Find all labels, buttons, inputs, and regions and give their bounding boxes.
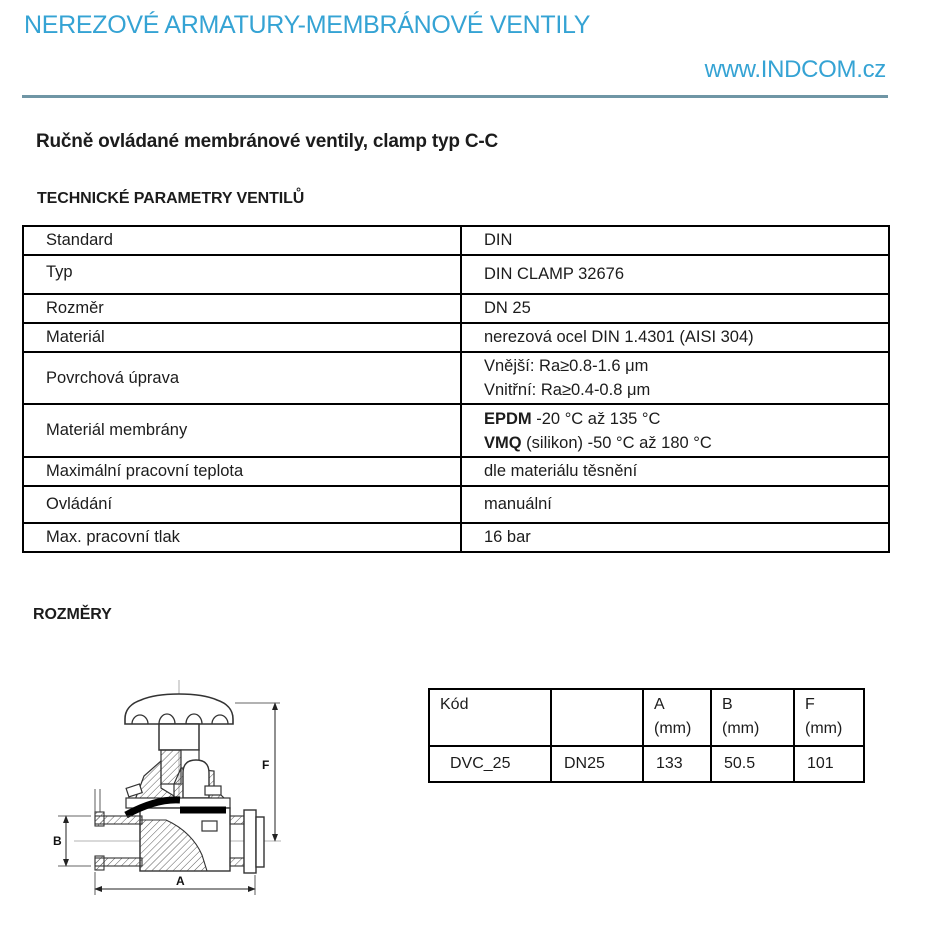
param-value-line: EPDM -20 °C až 135 °C: [484, 409, 661, 428]
param-row-povrchova-uprava: [23, 352, 889, 404]
param-row-ovladani: [23, 486, 889, 523]
dimensions-data-row: [429, 746, 864, 782]
dimensions-header-row: [429, 689, 864, 746]
param-label: Ovládání: [23, 486, 461, 523]
param-row-material-membrany: [23, 404, 889, 457]
param-row-rozmer: [23, 294, 889, 323]
param-row-material: [23, 323, 889, 352]
dim-label-b: B: [53, 834, 62, 848]
param-value: DIN CLAMP 32676: [461, 255, 889, 294]
page-header-title: NEREZOVÉ ARMATURY-MEMBRÁNOVÉ VENTILY: [24, 11, 591, 39]
param-label: Povrchová úprava: [23, 352, 461, 404]
param-value-line: VMQ (silikon) -50 °C až 180 °C: [484, 433, 712, 452]
param-value: [461, 352, 889, 404]
dims-col-b: B (mm): [711, 689, 794, 746]
section-heading-dimensions: ROZMĚRY: [33, 606, 112, 623]
dims-value-code: DVC_25: [429, 746, 551, 782]
param-row-standard: [23, 226, 889, 255]
dims-value-b: 50.5: [711, 746, 794, 782]
dims-col-a: A (mm): [643, 689, 711, 746]
param-row-typ: [23, 255, 889, 294]
valve-body: [95, 798, 264, 873]
param-label: Maximální pracovní teplota: [23, 457, 461, 486]
param-value: dle materiálu těsnění: [461, 457, 889, 486]
param-label: Materiál: [23, 323, 461, 352]
param-label: Rozměr: [23, 294, 461, 323]
param-value: 16 bar: [461, 523, 889, 552]
param-label: Max. pracovní tlak: [23, 523, 461, 552]
handwheel: [125, 694, 233, 724]
document-subtitle: Ručně ovládané membránové ventily, clamp typ C-C: [36, 131, 499, 152]
param-row-max-tlak: [23, 523, 889, 552]
dim-label-f: F: [262, 758, 270, 772]
dims-value-size: DN25: [551, 746, 643, 782]
param-value: DIN: [461, 226, 889, 255]
param-value: DN 25: [461, 294, 889, 323]
param-label: Standard: [23, 226, 461, 255]
dims-value-f: 101: [794, 746, 864, 782]
valve-cross-section-drawing: [28, 676, 328, 921]
header-divider-rule: [22, 95, 888, 98]
parameters-table: [22, 225, 890, 553]
param-label: Typ: [23, 255, 461, 294]
param-label: Materiál membrány: [23, 404, 461, 457]
section-heading-technical-parameters: TECHNICKÉ PARAMETRY VENTILŮ: [37, 190, 305, 207]
param-value-line: Vnější: Ra≥0.8-1.6 μm: [484, 357, 649, 375]
dims-value-a: 133: [643, 746, 711, 782]
website-link[interactable]: www.INDCOM.cz: [704, 56, 886, 83]
dims-col-blank: [551, 689, 643, 746]
param-row-max-teplota: [23, 457, 889, 486]
param-value: nerezová ocel DIN 1.4301 (AISI 304): [461, 323, 889, 352]
stem-and-bonnet: [126, 724, 224, 808]
param-value-line: Vnitřní: Ra≥0.4-0.8 μm: [484, 381, 651, 399]
param-value: [461, 404, 889, 457]
param-value: manuální: [461, 486, 889, 523]
dimensions-table: [428, 688, 865, 783]
dims-col-kod: Kód: [429, 689, 551, 746]
dims-col-f: F (mm): [794, 689, 864, 746]
dim-label-a: A: [176, 874, 185, 888]
